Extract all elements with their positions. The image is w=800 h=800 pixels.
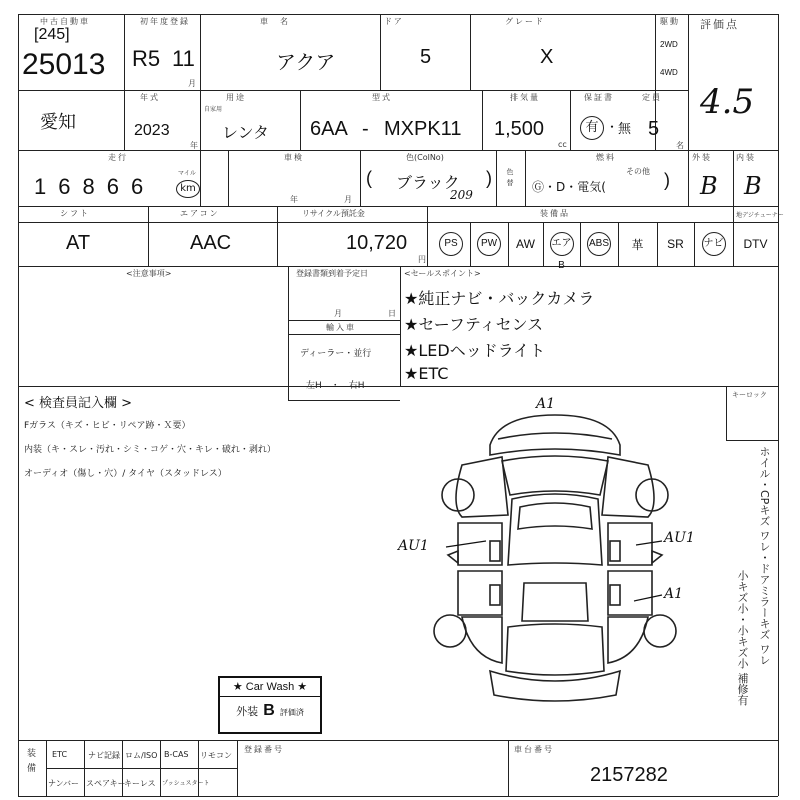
footer-item: ナンバー (48, 779, 80, 788)
auction-small-label: 中古自動車 (40, 17, 90, 26)
caution-label: <注意事項> (126, 269, 172, 278)
interior-label: 内装 (736, 153, 756, 162)
handle-left-front (490, 541, 500, 561)
equipment-item (470, 222, 508, 266)
recycle-unit: 円 (418, 255, 428, 264)
warranty-label: 保証書 (584, 93, 614, 102)
mark-left-door: AU1 (398, 538, 429, 554)
inspection-month: 月 (344, 195, 354, 204)
shift: AT (66, 232, 91, 254)
equipment-item (580, 222, 618, 266)
fuel-other-label: その他 (626, 167, 650, 176)
capacity: 5 (648, 118, 660, 140)
footer-item: リモコン (200, 751, 232, 760)
windshield (518, 503, 592, 529)
audio-tire-note: オーディオ（傷し・穴）/ タイヤ（スタッドレス） (24, 469, 227, 479)
frame-number: 2157282 (590, 764, 668, 786)
equipment-item (657, 222, 694, 266)
equipment-label: ナビ (702, 232, 726, 256)
drive-4wd: 4WD (660, 68, 678, 77)
sales-point: ★ETC (404, 364, 449, 383)
grade-value: X (540, 46, 554, 68)
car-wash-prefix: 外装 (236, 705, 259, 718)
model-year: 2023 (134, 122, 170, 139)
import-dealer: ディーラー・並行 (300, 349, 372, 359)
footer-item: ナビ記録 (88, 751, 120, 760)
handle-right-rear (610, 585, 620, 605)
door-label: ドア (384, 17, 404, 26)
hood (502, 456, 608, 495)
inspection-title: < 検査員記入欄 > (24, 396, 133, 411)
sales-point: ★セーフティセンス (404, 315, 544, 334)
cabin (508, 494, 602, 565)
door-count: 5 (420, 46, 432, 68)
registration-month-unit: 月 (188, 79, 198, 88)
capacity-label: 定員 (642, 93, 662, 102)
year-label: 年式 (140, 93, 160, 102)
wheel-rear-right (644, 615, 676, 647)
inspection-year: 年 (290, 195, 300, 204)
footer-item: ロム/ISO (125, 751, 158, 760)
lot-number: 25013 (22, 48, 106, 81)
footer-item: キーレス (124, 779, 156, 788)
car-wash-grade: B (263, 702, 275, 719)
quarter-right (608, 617, 648, 663)
km-unit: km (176, 180, 200, 198)
footer-item: B-CAS (164, 750, 189, 759)
model-prefix: 6AA (310, 118, 348, 140)
mileage: 16866 (34, 174, 156, 199)
mark-right-rear-door: A1 (664, 586, 684, 602)
document-month: 月 (334, 309, 344, 318)
displacement-unit: cc (558, 140, 567, 149)
displacement: 1,500 (494, 118, 545, 140)
rear-window (522, 583, 588, 621)
equipment-label: SR (667, 237, 684, 251)
displacement-label: 排気量 (510, 93, 540, 102)
handle-right-front (610, 541, 620, 561)
shift-label: シフト (60, 209, 90, 218)
equipment-label: PS (439, 232, 463, 256)
handle-left-rear (490, 585, 500, 605)
interior-note: 内装（キ・スレ・汚れ・シミ・コゲ・穴・キレ・破れ・剥れ） (24, 445, 276, 455)
color-number: 209 (450, 188, 473, 202)
document-arrival-label: 登録書類到着予定日 (296, 269, 368, 278)
usage-value: レンタ (222, 123, 269, 142)
drive-label: 駆動 (660, 17, 680, 26)
frame-number-label: 車台番号 (514, 745, 554, 754)
equipment-label: ABS (587, 232, 611, 256)
side-note-sub: 小キズ小・小キズ小 補修有 (736, 570, 749, 706)
lot-bracket: [245] (34, 26, 70, 43)
keyless-label: キーロック (732, 391, 767, 399)
recycle-label: リサイクル預託金 (302, 209, 365, 218)
document-day: 日 (388, 309, 398, 318)
door-rear-left (458, 571, 502, 615)
model-dash: - (362, 118, 369, 140)
equipment-label: 革 (631, 237, 644, 252)
car-name-label: 車 名 (260, 17, 290, 26)
exterior-label: 外装 (692, 153, 712, 162)
model-code: MXPK11 (384, 118, 462, 140)
capacity-unit: 名 (676, 141, 686, 150)
import-handle: 左H ・ 右H (306, 381, 365, 391)
footer-item: スペアキー (86, 779, 126, 788)
score-value: 4.5 (700, 82, 755, 122)
side-note-main: ホイル・CPキズ ワレ・ドアミラーキズ ワレ (758, 446, 771, 666)
sales-point-label: <セールスポイント> (404, 269, 481, 278)
equipment-label: 装備品 (540, 209, 570, 218)
car-wash-badge (218, 676, 322, 734)
footer-item: プッシュスタート (162, 780, 210, 787)
trunk (506, 624, 604, 675)
model-code-label: 型式 (372, 93, 392, 102)
import-label: 輸入車 (326, 323, 356, 332)
car-wash-suffix: 評価済 (279, 708, 304, 717)
usage-sub: 自家用 (204, 106, 223, 113)
fender-front-left (456, 457, 508, 517)
car-wash-title: ★ Car Wash ★ (220, 678, 320, 697)
color: ブラック (396, 173, 460, 192)
first-registration-label: 初年度登録 (140, 17, 190, 26)
equipment-item (432, 222, 470, 266)
car-diagram (390, 395, 720, 715)
equipment-item (733, 222, 778, 266)
score-label: 評価点 (700, 18, 739, 31)
fuel-label: 燃料 (596, 153, 616, 162)
fglass-note: Fガラス（キズ・ヒビ・リペア跡・Ｘ要） (24, 421, 191, 431)
wheel-rear-left (434, 615, 466, 647)
equipment-item (694, 222, 733, 266)
equipment-item (618, 222, 657, 266)
dtv-tuner-label: 地デジチューナー (736, 212, 784, 219)
year-unit: 年 (190, 141, 200, 150)
equipment-label: エアB (550, 232, 574, 256)
equipment-label: DTV (743, 237, 768, 251)
quarter-left (462, 617, 502, 663)
registration-era: R5 (132, 46, 161, 71)
color-change-label: 色替 (506, 168, 514, 190)
mark-front-bumper: A1 (536, 396, 556, 412)
equipment-label: PW (477, 232, 501, 256)
equipment-item (508, 222, 543, 266)
warranty-yes: 有 (580, 116, 604, 140)
warranty-no: 無 (618, 122, 632, 137)
front-bumper (490, 415, 620, 455)
footer-equipment-label: 装備 (25, 748, 35, 778)
mile-unit: マイル (178, 170, 196, 177)
air-conditioner: AAC (190, 232, 232, 254)
grade-label: グレード (505, 17, 545, 26)
footer-item: ETC (52, 750, 68, 759)
ac-label: エアコン (180, 209, 220, 218)
registration-number-label: 登録番号 (244, 745, 284, 754)
warranty-sep: ・ (606, 120, 619, 134)
mileage-label: 走行 (108, 153, 128, 162)
prefecture: 愛知 (40, 112, 76, 133)
fender-front-right (602, 457, 654, 517)
sales-point: ★純正ナビ・バックカメラ (404, 289, 595, 308)
recycle-deposit: 10,720 (346, 232, 408, 254)
usage-label: 用途 (226, 93, 246, 102)
exterior-grade: B (700, 172, 718, 200)
color-label: 色(ColNo) (406, 153, 444, 162)
interior-grade: B (744, 172, 762, 200)
fuel-options: Ⓖ・D・電気( (532, 180, 606, 194)
door-rear-right (608, 571, 652, 615)
equipment-label: AW (516, 237, 535, 251)
drive-2wd: 2WD (660, 40, 678, 49)
equipment-item (543, 222, 580, 271)
mark-right-front-door: AU1 (664, 530, 695, 546)
inspection-label: 車検 (284, 153, 304, 162)
registration-month: 11 (172, 46, 195, 71)
sales-point: ★LEDヘッドライト (404, 341, 546, 360)
car-name: アクア (276, 50, 336, 74)
